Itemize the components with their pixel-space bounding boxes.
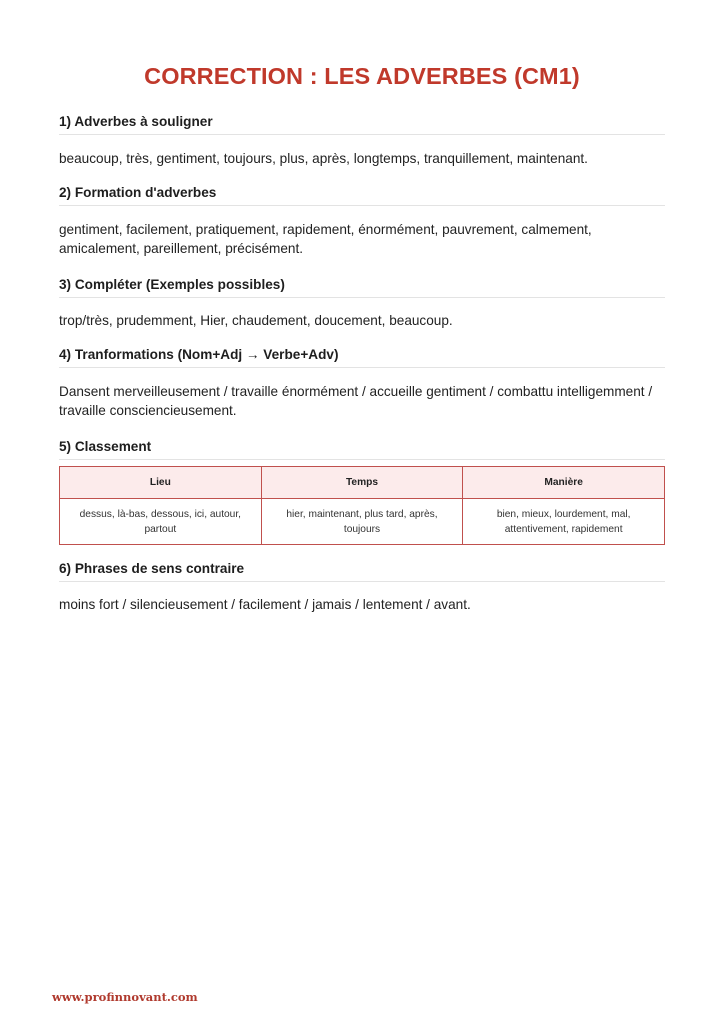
section-body-1: beaucoup, très, gentiment, toujours, plus, après, longtemps, tranquillement, maintenant. [59,151,588,166]
section-body-4: Dansent merveilleusement / travaille énormément / accueille gentiment / combattu intelligemment / travaille consciencieusement. [59,384,653,418]
section-heading-4: 4) Tranformations (Nom+Adj → Verbe+Adv) [59,347,665,368]
table-header-temps: Temps [261,467,463,499]
table-header-lieu: Lieu [60,467,262,499]
table-header-maniere: Manière [463,467,665,499]
section-body-3: trop/très, prudemment, Hier, chaudement, doucement, beaucoup. [59,313,453,328]
table-cell-temps: hier, maintenant, plus tard, après, toujours [261,499,463,545]
section-heading-2: 2) Formation d'adverbes [59,185,665,206]
section-body-2: gentiment, facilement, pratiquement, rapidement, énormément, pauvrement, calmement, amicalement, pareillement, précisément. [59,222,592,256]
section-heading-5: 5) Classement [59,439,665,460]
section-body-6: moins fort / silencieusement / facilement / jamais / lentement / avant. [59,597,471,612]
table-cell-maniere: bien, mieux, lourdement, mal, attentivement, rapidement [463,499,665,545]
section-heading-1: 1) Adverbes à souligner [59,114,665,135]
footer-website-link[interactable]: www.profinnovant.com [52,990,198,1004]
table-cell-lieu: dessus, là-bas, dessous, ici, autour, partout [60,499,262,545]
section-heading-6: 6) Phrases de sens contraire [59,561,665,582]
table-row [60,499,665,545]
page-title: CORRECTION : LES ADVERBES (CM1) [144,63,580,89]
classement-table [59,466,665,545]
section-heading-3: 3) Compléter (Exemples possibles) [59,277,665,298]
table-header-row [60,467,665,499]
